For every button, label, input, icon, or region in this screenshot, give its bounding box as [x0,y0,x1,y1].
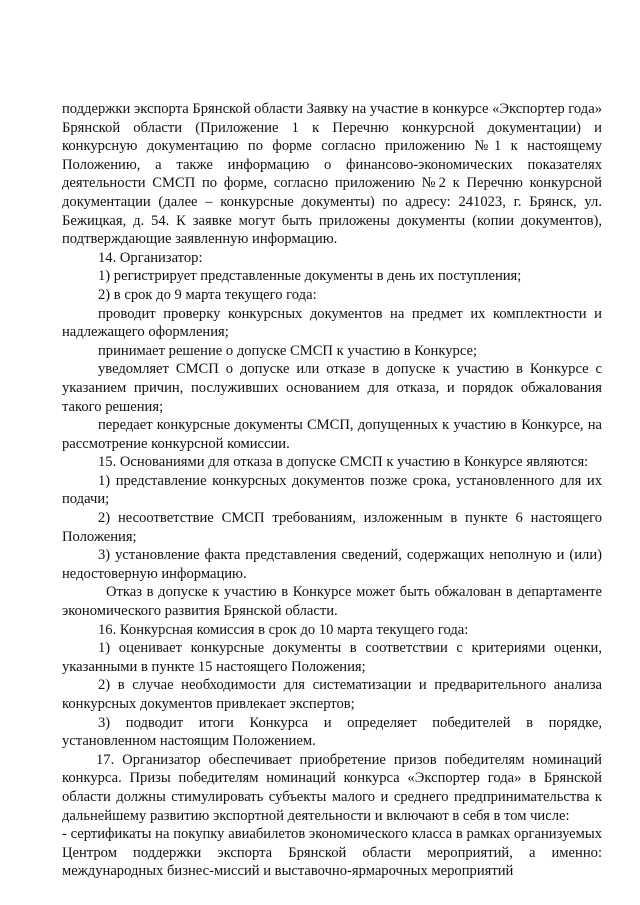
paragraph-item-17: 17. Организатор обеспечивает приобретение призов победителям номинаций конкурса. Призы победителям номинаций конкурса «Экспортер года» в Брянской области должны стимулировать субъекты малого и среднего предпринимательства к дальнейшему развитию экспортной деятельности и включают в себя в том числе: [62,751,602,824]
paragraph-15-1: 1) представление конкурсных документов позже срока, установленного для их подачи; [62,472,602,508]
paragraph-14-2-decision: принимает решение о допуске СМСП к участию в Конкурсе; [98,342,478,359]
paragraph-item-15: 15. Основаниями для отказа в допуске СМСП к участию в Конкурсе являются: [98,454,589,471]
paragraph-16-3: 3) подводит итоги Конкурса и определяет победителей в порядке, установленном настоящим Положением. [62,714,602,750]
paragraph-14-1: 1) регистрирует представленные документы в день их поступления; [98,268,522,285]
paragraph-intro: поддержки экспорта Брянской области Заявку на участие в конкурсе «Экспортер года» Брянской области (Приложение 1 к Перечню конкурсной документации) и конкурсную документацию по форме согласно приложению №1 к настоящему Положению, а также информацию о финансово-экономических показателях деятельности СМСП по форме, согласно приложению №2 к Перечню конкурсной документации (далее – конкурсные документы) по адресу: 241023, г. Брянск, ул. Бежицкая, д. 54. К заявке могут быть приложены документы (копии документов), подтверждающие заявленную информацию. [62,101,602,248]
paragraph-14-2-check: проводит проверку конкурсных документов на предмет их комплектности и надлежащего оформления; [62,305,602,341]
paragraph-15-appeal: Отказ в допуске к участию в Конкурсе может быть обжалован в департаменте экономического развития Брянской области. [62,584,602,620]
paragraph-item-14: 14. Организатор: [98,249,203,266]
paragraph-14-2-transfer: передает конкурсные документы СМСП, допущенных к участию в Конкурсе, на рассмотрение конкурсной комиссии. [62,417,602,452]
paragraph-15-3: 3) установление факта представления сведений, содержащих неполную и (или) недостоверную информацию. [62,547,602,582]
paragraph-15-2: 2) несоответствие СМСП требованиям, изложенным в пункте 6 настоящего Положения; [62,510,602,545]
paragraph-item-16: 16. Конкурсная комиссия в срок до 10 марта текущего года: [98,621,469,638]
paragraph-14-2-notify: уведомляет СМСП о допуске или отказе в допуске к участию в Конкурсе с указанием причин, послуживших основанием для отказа, и порядок обжалования такого решения; [62,361,602,415]
paragraph-16-2: 2) в случае необходимости для систематизации и предварительного анализа конкурсных документов привлекает экспертов; [62,677,602,712]
paragraph-17-certificates: - сертификаты на покупку авиабилетов экономического класса в рамках организуемых Центром поддержки экспорта Брянской области мероприятий, а именно: международных бизнес-миссий и выставочно-ярмарочных мероприятий [62,826,602,880]
paragraph-14-2: 2) в срок до 9 марта текущего года: [98,286,317,303]
paragraph-16-1: 1) оценивает конкурсные документы в соответствии с критериями оценки, указанными в пункте 15 настоящего Положения; [62,640,602,675]
